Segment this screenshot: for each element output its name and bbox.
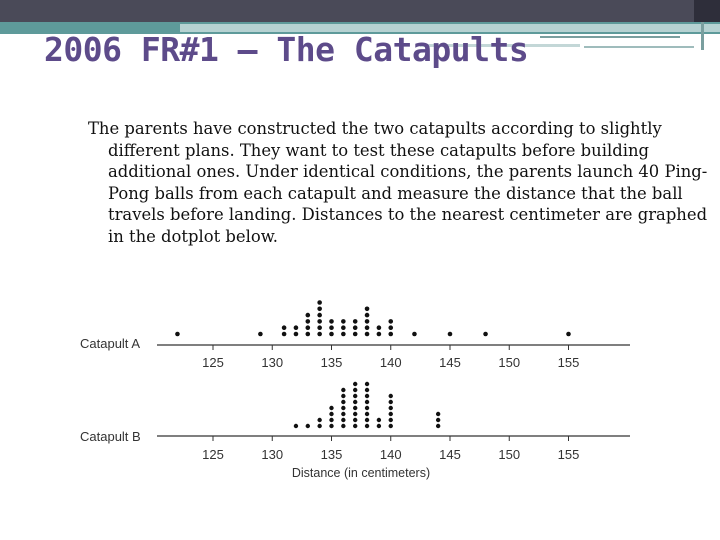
- data-dot: [341, 394, 345, 398]
- data-dot: [329, 332, 334, 337]
- data-dot: [317, 313, 322, 318]
- data-dot: [341, 388, 345, 392]
- data-dot: [306, 313, 311, 318]
- data-dot: [389, 418, 393, 422]
- tick-label: 140: [379, 447, 402, 462]
- data-dot: [353, 424, 357, 428]
- data-dot: [306, 424, 310, 428]
- data-dot: [377, 325, 382, 330]
- data-dot: [365, 400, 369, 404]
- data-dot: [317, 325, 322, 330]
- data-dot: [341, 424, 345, 428]
- tick-label: 150: [498, 447, 521, 462]
- data-dot: [282, 332, 287, 337]
- data-dot: [365, 406, 369, 410]
- tick-label: 150: [498, 355, 521, 370]
- data-dot: [258, 332, 263, 337]
- data-dot: [377, 424, 381, 428]
- data-dot: [483, 332, 488, 337]
- data-dot: [436, 424, 440, 428]
- data-dot: [365, 394, 369, 398]
- tick-label: 130: [261, 447, 284, 462]
- data-dot: [294, 325, 299, 330]
- data-dot: [389, 424, 393, 428]
- data-dot: [353, 319, 358, 324]
- data-dot: [388, 325, 393, 330]
- x-axis-label: Distance (in centimeters): [291, 466, 431, 480]
- slide-title: 2006 FR#1 – The Catapults: [44, 30, 529, 69]
- data-dot: [436, 418, 440, 422]
- data-dot: [341, 406, 345, 410]
- data-dot: [389, 394, 393, 398]
- data-dot: [377, 418, 381, 422]
- tick-label: 125: [202, 355, 224, 370]
- data-dot: [329, 406, 333, 410]
- data-dot: [448, 332, 453, 337]
- data-dot: [353, 388, 357, 392]
- data-dot: [306, 325, 311, 330]
- data-dot: [365, 332, 370, 337]
- data-dot: [317, 319, 322, 324]
- data-dot: [365, 412, 369, 416]
- tick-label: 155: [557, 355, 580, 370]
- data-dot: [353, 400, 357, 404]
- data-dot: [317, 332, 322, 337]
- tick-label: 130: [261, 355, 284, 370]
- data-dot: [389, 412, 393, 416]
- data-dot: [353, 332, 358, 337]
- data-dot: [329, 325, 334, 330]
- data-dot: [341, 319, 346, 324]
- data-dot: [294, 424, 298, 428]
- data-dot: [329, 418, 333, 422]
- data-dot: [294, 332, 299, 337]
- data-dot: [341, 325, 346, 330]
- data-dot: [353, 325, 358, 330]
- data-dot: [365, 424, 369, 428]
- data-dot: [389, 406, 393, 410]
- data-dot: [365, 307, 370, 312]
- data-dot: [317, 307, 322, 312]
- tick-label: 135: [320, 447, 343, 462]
- data-dot: [365, 313, 370, 318]
- data-dot: [353, 418, 357, 422]
- data-dot: [389, 400, 393, 404]
- data-dot: [341, 332, 346, 337]
- data-dot: [329, 319, 334, 324]
- data-dot: [329, 424, 333, 428]
- data-dot: [317, 424, 321, 428]
- data-dot: [341, 400, 345, 404]
- data-dot: [353, 406, 357, 410]
- data-dot: [175, 332, 180, 337]
- data-dot: [365, 382, 369, 386]
- tick-label: 125: [202, 447, 224, 462]
- data-dot: [306, 332, 311, 337]
- data-dot: [388, 319, 393, 324]
- data-dot: [306, 319, 311, 324]
- data-dot: [377, 332, 382, 337]
- tick-label: 135: [320, 355, 343, 370]
- data-dot: [353, 382, 357, 386]
- data-dot: [329, 412, 333, 416]
- data-dot: [282, 325, 287, 330]
- data-dot: [412, 332, 417, 337]
- data-dot: [317, 418, 321, 422]
- data-dot: [436, 412, 440, 416]
- series-label: Catapult B: [80, 429, 141, 444]
- data-dot: [353, 412, 357, 416]
- data-dot: [365, 319, 370, 324]
- tick-label: 140: [379, 355, 402, 370]
- data-dot: [365, 388, 369, 392]
- data-dot: [341, 418, 345, 422]
- data-dot: [388, 332, 393, 337]
- data-dot: [365, 418, 369, 422]
- data-dot: [317, 300, 322, 305]
- series-label: Catapult A: [80, 336, 140, 351]
- data-dot: [341, 412, 345, 416]
- tick-label: 145: [439, 355, 461, 370]
- data-dot: [365, 325, 370, 330]
- tick-label: 155: [557, 447, 580, 462]
- tick-label: 145: [439, 447, 461, 462]
- slide-body-text: The parents have constructed the two catapults according to slightly different plans. They want to test these catapults before building additional ones. Under identical conditions, the parents launch 40 Ping-Pong balls from each catapult and measure the distance that the ball travels before landing. Distances to the nearest centimeter are graphed in the dotplot below.: [88, 119, 708, 246]
- data-dot: [566, 332, 571, 337]
- data-dot: [353, 394, 357, 398]
